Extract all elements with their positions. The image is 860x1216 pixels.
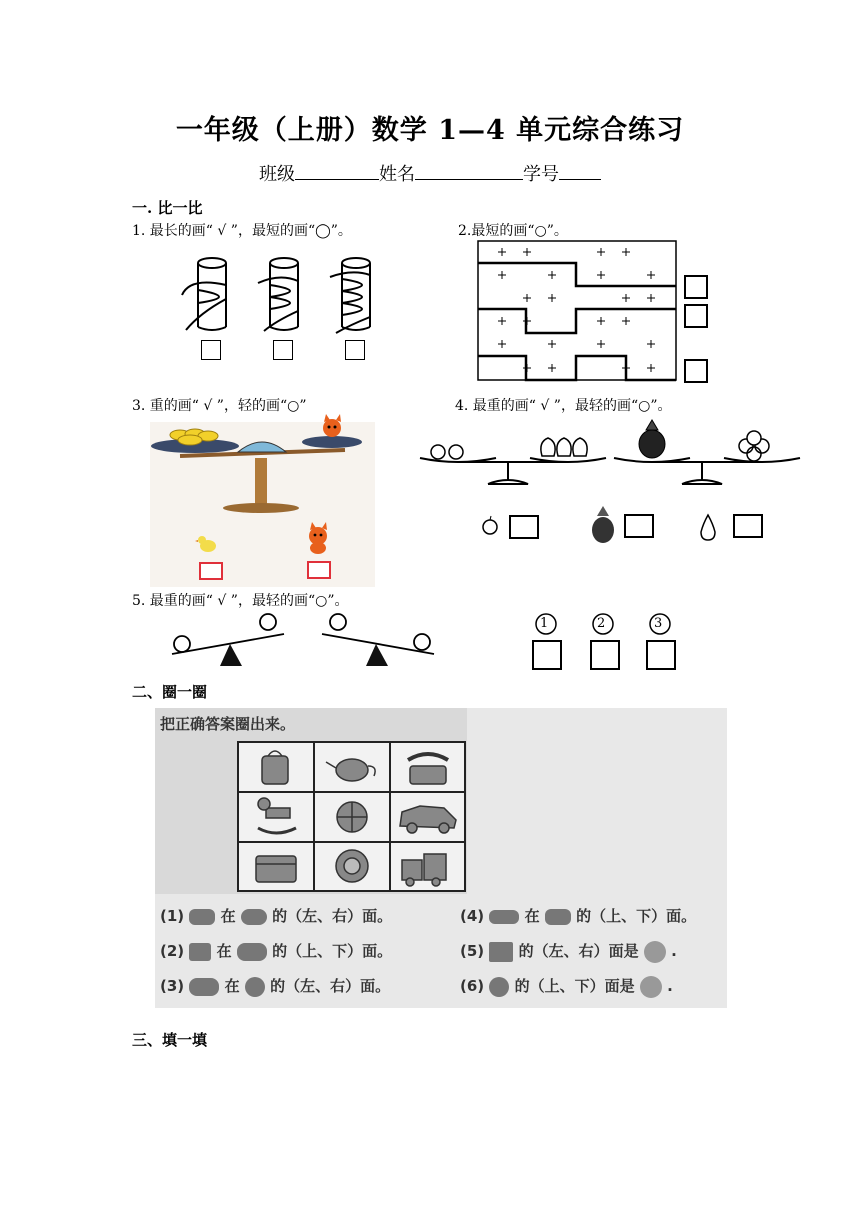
pineapple-icon xyxy=(590,506,616,544)
q4-balance-scales xyxy=(418,430,803,495)
lion-icon xyxy=(644,941,666,963)
class-blank[interactable] xyxy=(295,161,379,180)
basketball-icon xyxy=(245,977,265,997)
circle-question-1: (1) 在 的（左、右）面。 xyxy=(160,907,393,925)
q5-answer-box-1[interactable] xyxy=(532,640,562,670)
section2-heading: 二、圈一圈 xyxy=(132,683,208,701)
q5-answer-box-3[interactable] xyxy=(646,640,676,670)
section3-heading: 三、填一填 xyxy=(132,1031,208,1049)
circle-question-5: (5) 的（左、右）面是 . xyxy=(460,940,677,963)
id-blank[interactable] xyxy=(559,161,601,180)
basketball-icon xyxy=(489,977,509,997)
q1-rope-cylinders xyxy=(180,255,390,340)
toy-car-icon xyxy=(489,910,519,924)
q1-answer-box-3[interactable] xyxy=(345,340,365,360)
circle-question-4: (4) 在 的（上、下）面。 xyxy=(460,907,697,925)
circle-question-2: (2) 在 的（上、下）面。 xyxy=(160,942,393,960)
pear-icon xyxy=(698,512,718,542)
id-label: 学号 xyxy=(523,164,559,185)
rocking-horse-icon xyxy=(237,943,267,961)
circle-instruction: 把正确答案圈出来。 xyxy=(160,715,296,733)
telephone-icon xyxy=(189,909,215,925)
lion-icon xyxy=(336,850,368,882)
q5-text: 5. 最重的画“ √ ”，最轻的画“○”。 xyxy=(132,593,349,609)
q3-text: 3. 重的画“ √ ”，轻的画“○” xyxy=(132,398,307,414)
q4-answer-box-pear[interactable] xyxy=(733,514,763,538)
q1-text: 1. 最长的画“ √ ”，最短的画“◯”。 xyxy=(132,223,352,239)
basketball-icon xyxy=(337,802,367,832)
q1-answer-box-2[interactable] xyxy=(273,340,293,360)
schoolbag-icon xyxy=(189,943,211,961)
q5-label-3: 3 xyxy=(654,616,663,631)
q5-label-1: 1 xyxy=(540,616,549,631)
q2-answer-box-2[interactable] xyxy=(684,304,708,328)
circle-question-3: (3) 在 的（左、右）面。 xyxy=(160,977,391,995)
picture-grid xyxy=(238,742,466,892)
rocking-horse-icon xyxy=(189,978,219,996)
treasure-chest-icon xyxy=(256,856,296,882)
q2-answer-box-1[interactable] xyxy=(684,275,708,299)
q4-answer-box-apple[interactable] xyxy=(509,515,539,539)
lion-icon xyxy=(640,976,662,998)
class-label: 班级 xyxy=(259,164,295,185)
q2-answer-box-3[interactable] xyxy=(684,359,708,383)
q5-answer-box-2[interactable] xyxy=(590,640,620,670)
toy-train-icon xyxy=(489,942,513,962)
q4-answer-box-pineapple[interactable] xyxy=(624,514,654,538)
circle-question-6: (6) 的（上、下）面是 . xyxy=(460,975,673,998)
apple-icon xyxy=(480,516,500,536)
q5-label-2: 2 xyxy=(597,616,606,631)
q3-answer-box-cat[interactable] xyxy=(307,561,331,579)
q2-path-grid xyxy=(478,241,678,381)
name-blank[interactable] xyxy=(415,161,523,180)
section1-heading: 一. 比一比 xyxy=(132,199,203,217)
q5-seesaws xyxy=(168,612,438,672)
q4-text: 4. 最重的画“ √ ”，最轻的画“○”。 xyxy=(455,398,672,414)
teapot-icon xyxy=(241,909,267,925)
page-title: 一年级（上册）数学 1—4 单元综合练习 xyxy=(175,115,685,146)
name-label: 姓名 xyxy=(379,164,415,185)
schoolbag-icon xyxy=(262,751,288,784)
cat-icon xyxy=(323,414,341,437)
q3-balance-scale xyxy=(150,422,375,587)
q3-answer-box-chick[interactable] xyxy=(199,562,223,580)
q1-answer-box-1[interactable] xyxy=(201,340,221,360)
student-info-line xyxy=(0,160,860,186)
telephone-icon xyxy=(545,909,571,925)
q2-text: 2.最短的画“○”。 xyxy=(458,223,568,239)
